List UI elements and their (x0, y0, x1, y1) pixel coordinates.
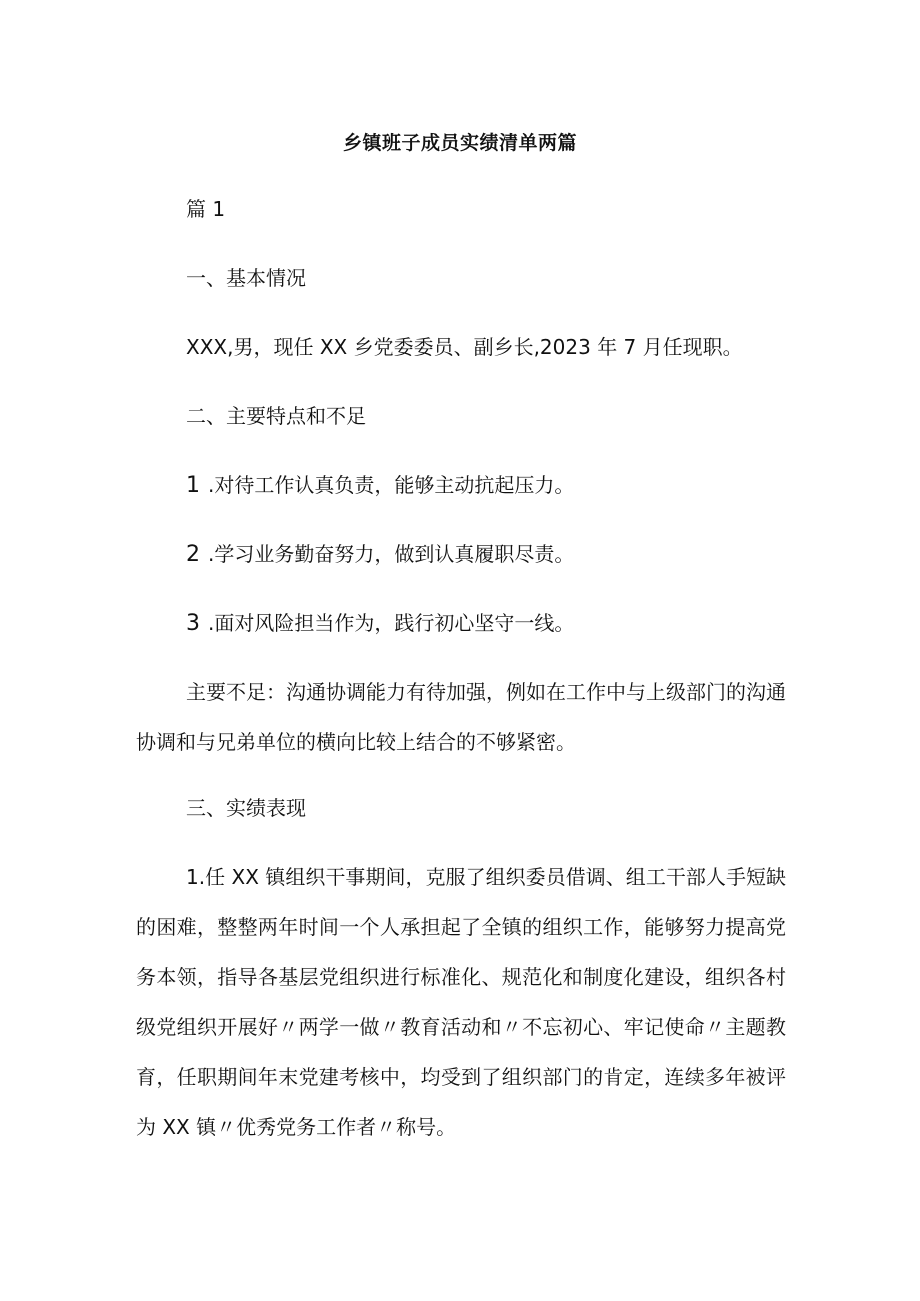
shortcoming-paragraph: 主要不足：沟通协调能力有待加强，例如在工作中与上级部门的沟通协调和与兄弟单位的横向比较上结合的不够紧密。 (136, 680, 786, 754)
feature-item-2 (186, 539, 574, 570)
feature-item-number: 2 (186, 542, 200, 567)
feature-item-3 (186, 608, 574, 639)
basic-info-text: XXX,男，现任 XX 乡党委委员、副乡长,2023 年 7 月任现职。 (186, 335, 743, 359)
feature-item-text: .对待工作认真负责，能够主动抗起压力。 (208, 473, 575, 497)
section-heading-basic-info: 一、基本情况 (186, 266, 306, 290)
section-heading-features: 二、主要特点和不足 (186, 404, 366, 428)
feature-item-number: 1 (186, 473, 200, 498)
achievement-paragraph-1: 1.任 XX 镇组织干事期间，克服了组织委员借调、组工干部人手短缺的困难，整整两年时间一个人承担起了全镇的组织工作，能够努力提高党务本领，指导各基层党组织进行标准化、规范化和制度化建设，组织各村级党组织开展好〃两学一做〃教育活动和〃不忘初心、牢记使命〃主题教育，任职期间年末党建考核中，均受到了组织部门的肯定，连续多年被评为 XX 镇〃优秀党务工作者〃称号。 (136, 865, 786, 1139)
feature-item-1 (186, 470, 574, 501)
document-title: 乡镇班子成员实绩清单两篇 (342, 132, 577, 154)
section-heading-achievements: 三、实绩表现 (186, 796, 306, 820)
feature-item-text: .学习业务勤奋努力，做到认真履职尽责。 (208, 542, 575, 566)
part-label: 篇 1 (186, 197, 226, 221)
feature-item-text: .面对风险担当作为，践行初心坚守一线。 (208, 611, 575, 635)
feature-item-number: 3 (186, 611, 200, 636)
